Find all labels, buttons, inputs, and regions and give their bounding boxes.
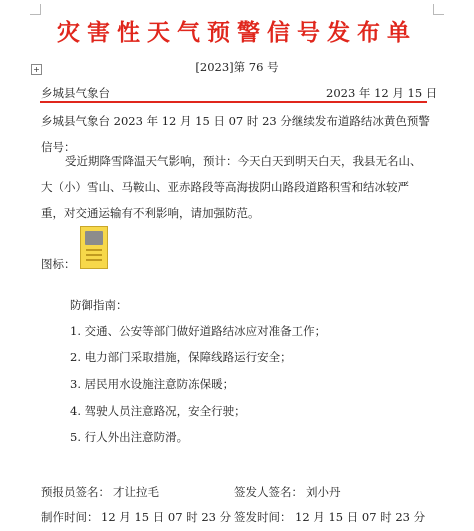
warning-icon-text-line: [86, 249, 102, 251]
made-time-label: 制作时间：: [41, 510, 99, 524]
issue-date: 2023 年 12 月 15 日: [326, 86, 438, 100]
warning-icon-picture: [85, 231, 103, 245]
document-title: 灾害性天气预警信号发布单: [57, 19, 417, 46]
body-paragraph: 受近期降雪降温天气影响，预计：今天白天到明天白天，我县无名山、大（小）雪山、马鞍山、亚赤路段等高海拔阴山路段道路积雪和结冰较严重，对交通运输有不利影响，请加强防范。: [41, 154, 422, 220]
guidance-item: 5. 行人外出注意防滑。: [70, 430, 189, 444]
issue-number: [2023]第 76 号: [195, 60, 279, 74]
issuer-name: 刘小丹: [306, 485, 341, 499]
guidance-item: 1. 交通、公安等部门做好道路结冰应对准备工作；: [70, 324, 327, 338]
issuer-org: 乡城县气象台: [41, 86, 110, 100]
icon-label: 图标：: [41, 257, 76, 271]
forecaster-name: 才让拉毛: [113, 485, 159, 499]
forecaster-label: 预报员签名：: [41, 485, 110, 499]
made-time: 12 月 15 日 07 时 23 分: [101, 510, 232, 524]
issue-time: 12 月 15 日 07 时 23 分: [295, 510, 426, 524]
lead-paragraph: 乡城县气象台 2023 年 12 月 15 日 07 时 23 分继续发布道路结冰黄色预警信号：: [41, 114, 430, 154]
issue-time-label: 签发时间：: [234, 510, 292, 524]
warning-icon-text-line: [86, 259, 102, 261]
guidance-item: 4. 驾驶人员注意路况，安全行驶；: [70, 404, 246, 418]
header-divider: [40, 101, 427, 103]
guidance-item: 2. 电力部门采取措施，保障线路运行安全；: [70, 350, 292, 364]
road-icing-yellow-warning-icon: [80, 226, 108, 269]
warning-icon-text-line: [86, 254, 102, 256]
issuer-sign-label: 签发人签名：: [234, 485, 303, 499]
table-move-handle-icon[interactable]: +: [31, 64, 42, 75]
guidance-title: 防御指南：: [70, 298, 128, 312]
guidance-item: 3. 居民用水设施注意防冻保暖；: [70, 377, 235, 391]
